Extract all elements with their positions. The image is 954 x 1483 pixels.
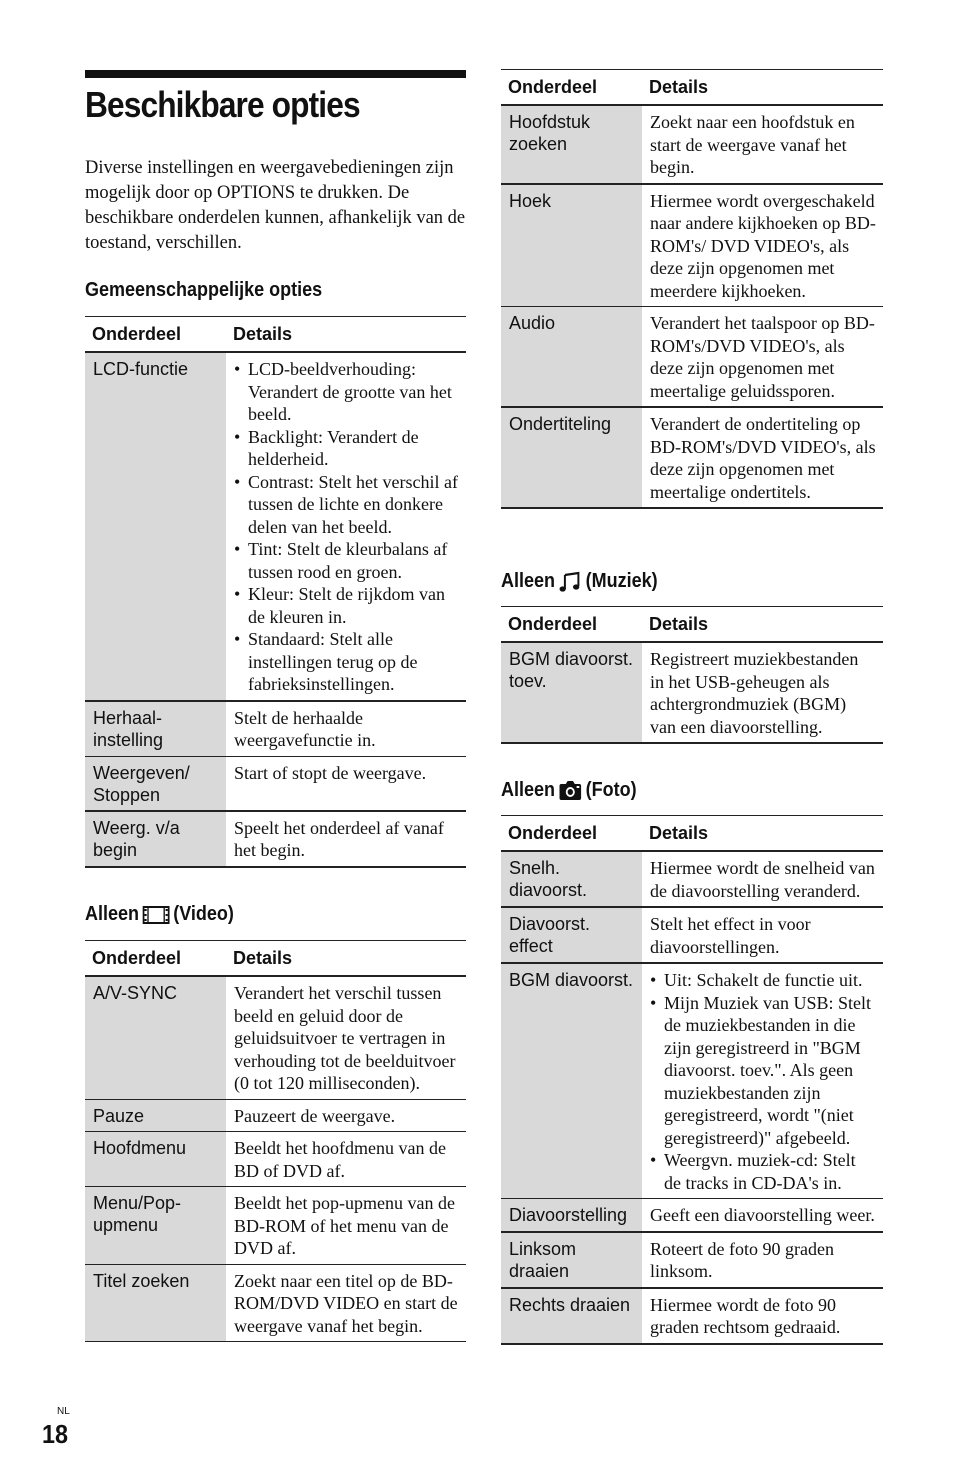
list-item: • Weergvn. muziek-cd: Stelt de tracks in CD-DA's in. bbox=[650, 1149, 876, 1194]
row-item: Snelh. diavoorst. bbox=[501, 851, 642, 907]
row-details: Beeldt het pop-upmenu van de BD-ROM of het menu van de DVD af. bbox=[226, 1187, 466, 1265]
row-details: Registreert muziekbestanden in het USB-geheugen als achtergrondmuziek (BGM) van een diavoorstelling. bbox=[642, 642, 883, 743]
title-rule bbox=[85, 70, 466, 78]
common-options-table bbox=[85, 316, 466, 868]
row-item: Weergeven/ Stoppen bbox=[85, 756, 226, 811]
header-item: Onderdeel bbox=[501, 607, 642, 643]
table-row bbox=[85, 976, 466, 1099]
row-item: A/V-SYNC bbox=[85, 976, 226, 1099]
table-row bbox=[85, 756, 466, 811]
header-item: Onderdeel bbox=[501, 70, 642, 106]
row-item: Diavoorstelling bbox=[501, 1199, 642, 1232]
music-heading bbox=[501, 570, 658, 593]
table-row bbox=[85, 1264, 466, 1342]
photo-heading bbox=[501, 779, 637, 802]
row-details: Verandert het verschil tussen beeld en geluid door de geluidsuitvoer te vertragen in verhouding tot de beelduitvoer (0 tot 120 milliseconden). bbox=[226, 976, 466, 1099]
table-row bbox=[501, 642, 883, 743]
row-item: Titel zoeken bbox=[85, 1264, 226, 1342]
row-item: Hoofdstuk zoeken bbox=[501, 105, 642, 184]
music-note-icon bbox=[559, 571, 582, 593]
photo-heading-post: (Foto) bbox=[585, 779, 637, 801]
list-item: • LCD-beeldverhouding: Verandert de grootte van het beeld. bbox=[234, 358, 459, 426]
row-item: Hoek bbox=[501, 184, 642, 307]
table-row bbox=[501, 407, 883, 508]
row-item: Weerg. v/a begin bbox=[85, 811, 226, 867]
list-item: • Tint: Stelt de kleurbalans af tussen rood en groen. bbox=[234, 538, 459, 583]
row-details: Zoekt naar een titel op de BD-ROM/DVD VIDEO en start de weergave vanaf het begin. bbox=[226, 1264, 466, 1342]
table-row bbox=[85, 701, 466, 757]
row-details: Beeldt het hoofdmenu van de BD of DVD af. bbox=[226, 1132, 466, 1187]
row-item: Hoofdmenu bbox=[85, 1132, 226, 1187]
music-heading-pre: Alleen bbox=[501, 570, 556, 592]
header-details: Details bbox=[642, 607, 883, 643]
header-item: Onderdeel bbox=[501, 816, 642, 852]
table-row bbox=[501, 1288, 883, 1344]
table-row bbox=[85, 352, 466, 701]
common-heading bbox=[85, 279, 322, 302]
intro-paragraph: Diverse instellingen en weergavebedieningen zijn mogelijk door op OPTIONS te drukken. De beschikbare onderdelen kunnen, afhankelijk van de toestand, verschillen. bbox=[85, 158, 466, 253]
list-item: • Mijn Muziek van USB: Stelt de muziekbestanden in die zijn geregistreerd in "BGM diavoorst. toev.". Als geen muziekbestanden zijn geregistreerd, wordt "(niet geregistreerd)" afgebeeld. bbox=[650, 992, 876, 1150]
row-item: Rechts draaien bbox=[501, 1288, 642, 1344]
table-row bbox=[85, 1187, 466, 1265]
table-row bbox=[501, 963, 883, 1199]
common-heading-label: Gemeenschappelijke opties bbox=[85, 279, 323, 301]
bullet-list bbox=[234, 358, 459, 696]
row-details: Hiermee wordt overgeschakeld naar andere kijkhoeken op BD-ROM's/ DVD VIDEO's, als deze zijn opgenomen met meerdere kijkhoeken. bbox=[642, 184, 883, 307]
row-details: Speelt het onderdeel af vanaf het begin. bbox=[226, 811, 466, 867]
row-details bbox=[642, 963, 883, 1199]
row-item: Pauze bbox=[85, 1099, 226, 1132]
list-item: • Contrast: Stelt het verschil af tussen de lichte en donkere delen van het beeld. bbox=[234, 471, 459, 539]
row-item: Audio bbox=[501, 307, 642, 408]
header-details: Details bbox=[226, 317, 466, 353]
row-details: Hiermee wordt de foto 90 graden rechtsom gedraaid. bbox=[642, 1288, 883, 1344]
video-heading-post: (Video) bbox=[173, 903, 234, 925]
row-details: Hiermee wordt de snelheid van de diavoorstelling veranderd. bbox=[642, 851, 883, 907]
table-row bbox=[501, 1199, 883, 1232]
row-item: LCD-functie bbox=[85, 352, 226, 701]
table-row bbox=[501, 907, 883, 963]
table-row bbox=[501, 105, 883, 184]
camera-icon bbox=[559, 780, 582, 802]
row-details: Stelt de herhaalde weergavefunctie in. bbox=[226, 701, 466, 757]
video-heading-pre: Alleen bbox=[85, 903, 140, 925]
video-options-table-continued bbox=[501, 69, 883, 509]
header-item: Onderdeel bbox=[85, 317, 226, 353]
table-row bbox=[501, 184, 883, 307]
row-details: Start of stopt de weergave. bbox=[226, 756, 466, 811]
table-row bbox=[501, 1232, 883, 1288]
row-details: Roteert de foto 90 graden linksom. bbox=[642, 1232, 883, 1288]
table-row bbox=[501, 307, 883, 408]
music-options-table bbox=[501, 606, 883, 744]
photo-heading-pre: Alleen bbox=[501, 779, 556, 801]
page-title: Beschikbare opties bbox=[85, 84, 360, 125]
row-details: Verandert de ondertiteling op BD-ROM's/DVD VIDEO's, als deze zijn opgenomen met meertalige ondertitels. bbox=[642, 407, 883, 508]
row-item: BGM diavoorst. toev. bbox=[501, 642, 642, 743]
row-item: BGM diavoorst. bbox=[501, 963, 642, 1199]
header-details: Details bbox=[642, 816, 883, 852]
list-item: • Kleur: Stelt de rijkdom van de kleuren in. bbox=[234, 583, 459, 628]
row-details: Stelt het effect in voor diavoorstellingen. bbox=[642, 907, 883, 963]
header-item: Onderdeel bbox=[85, 941, 226, 977]
video-options-table bbox=[85, 940, 466, 1342]
page-language-label: NL bbox=[57, 1406, 70, 1417]
table-row bbox=[85, 1132, 466, 1187]
table-row bbox=[85, 811, 466, 867]
row-details: Verandert het taalspoor op BD-ROM's/DVD VIDEO's, als deze zijn opgenomen met meertalige geluidssporen. bbox=[642, 307, 883, 408]
list-item: • Backlight: Verandert de helderheid. bbox=[234, 426, 459, 471]
table-row bbox=[85, 1099, 466, 1132]
row-details bbox=[226, 352, 466, 701]
header-details: Details bbox=[642, 70, 883, 106]
bullet-list bbox=[650, 969, 876, 1194]
video-heading bbox=[85, 903, 234, 926]
list-item: • Uit: Schakelt de functie uit. bbox=[650, 969, 876, 992]
row-item: Menu/Pop-upmenu bbox=[85, 1187, 226, 1265]
header-details: Details bbox=[226, 941, 466, 977]
list-item: • Standaard: Stelt alle instellingen terug op de fabrieksinstellingen. bbox=[234, 628, 459, 696]
row-item: Linksom draaien bbox=[501, 1232, 642, 1288]
row-item: Diavoorst. effect bbox=[501, 907, 642, 963]
row-item: Herhaal-instelling bbox=[85, 701, 226, 757]
row-item: Ondertiteling bbox=[501, 407, 642, 508]
row-details: Pauzeert de weergave. bbox=[226, 1099, 466, 1132]
row-details: Zoekt naar een hoofdstuk en start de weergave vanaf het begin. bbox=[642, 105, 883, 184]
film-icon bbox=[143, 905, 170, 925]
page-number: 18 bbox=[42, 1419, 69, 1449]
row-details: Geeft een diavoorstelling weer. bbox=[642, 1199, 883, 1232]
photo-options-table bbox=[501, 815, 883, 1345]
table-row bbox=[501, 851, 883, 907]
music-heading-post: (Muziek) bbox=[585, 570, 658, 592]
